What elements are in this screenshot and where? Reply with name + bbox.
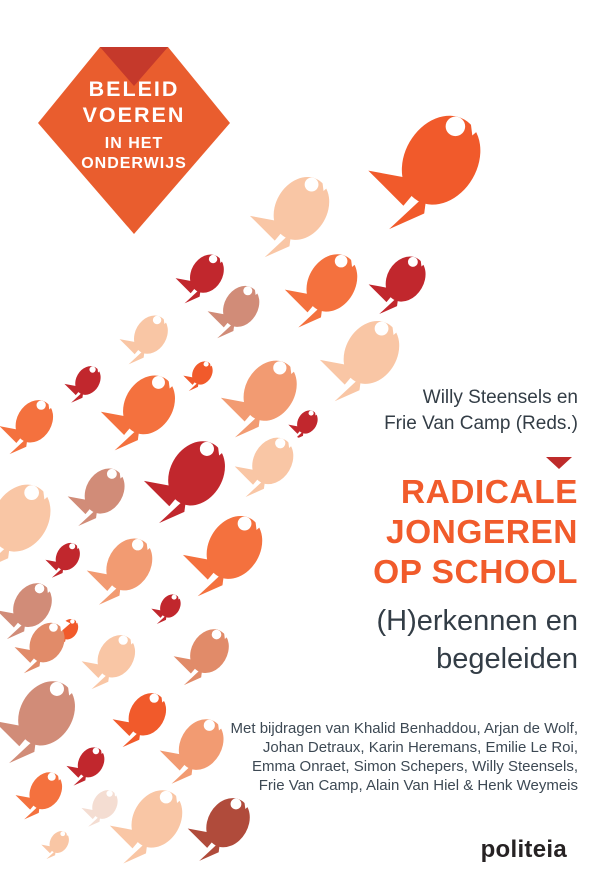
fish-icon [113,686,174,747]
series-badge [38,38,230,234]
fish-icon [87,530,162,605]
publisher-logo: politeia [480,836,567,863]
fish-icon [81,786,122,827]
fish-icon [285,245,368,327]
fish-icon [176,248,231,303]
fish-icon [188,790,259,861]
fish-icon [144,431,236,523]
fish-icon [183,358,216,391]
book-title [373,473,578,593]
editors-line-2: Frie Van Camp (Reds.) [384,413,578,434]
fish-icon [120,309,175,364]
fish-icon [0,474,62,570]
badge-line-1: BELEID [88,77,180,101]
subtitle-line-2: begeleiden [436,643,578,675]
contributors-line-2: Johan Detraux, Karin Heremans, Emilie Le Roi, [262,739,578,756]
fish-icon [66,742,109,785]
fish-icon [0,671,86,763]
contributors-line-1: Met bijdragen van Khalid Benhaddou, Arjan de Wolf, [230,720,578,737]
fish-icon [68,461,133,526]
fish-icon [288,407,321,440]
fish-icon [183,506,273,596]
contributors-line-3: Emma Onraet, Simon Schepers, Willy Steensels, [252,758,578,775]
fish-icon [41,828,72,859]
fish-icon [45,539,84,578]
fish-icon [110,781,193,863]
fish-icon [208,279,267,338]
fish-icon [151,591,184,624]
title-line-3: OP SCHOOL [373,554,578,591]
badge-line-2: VOEREN [82,103,186,127]
contributors-line-4: Frie Van Camp, Alain Van Hiel & Henk Weymeis [258,777,578,794]
badge-line-4: ONDERWIJS [81,155,187,172]
editors-line-1: Willy Steensels en [422,387,578,408]
editors [384,385,578,437]
title-line-1: RADICALE [400,474,578,511]
title-line-2: JONGEREN [385,514,578,551]
fish-icon [64,362,105,403]
fish-icon [82,628,143,689]
book-subtitle [377,602,579,678]
fish-icon [101,366,185,450]
down-arrow-icon [546,457,572,469]
fish-icon [174,622,237,685]
fish-icon [16,766,69,819]
badge-line-3: IN HET [104,135,164,152]
badge-text [38,76,230,174]
subtitle-line-1: (H)erkennen en [376,605,578,637]
fish-icon [160,711,233,784]
fish-icon [369,249,434,314]
fish-icon [221,351,307,437]
fish-icon [235,430,302,497]
fish-icon [250,167,340,257]
fish-icon [0,393,61,454]
contributors [231,719,578,795]
fish-icon [368,101,496,229]
